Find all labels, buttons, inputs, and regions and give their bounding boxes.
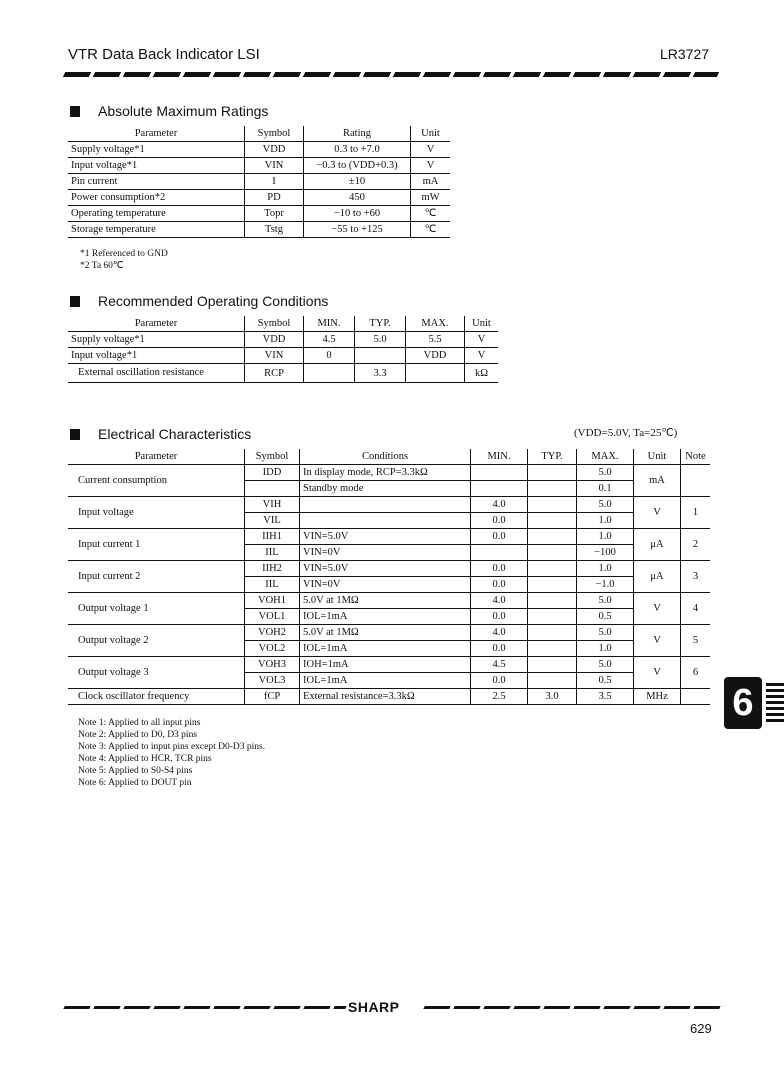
param-cell: Output voltage 3 [68,657,245,689]
typ-cell [528,641,577,657]
symbol-cell: VIL [245,513,300,529]
col-header: Symbol [245,126,304,142]
min-cell: 4.0 [471,497,528,513]
rec-op-table [68,316,498,383]
symbol-cell: fCP [245,689,300,705]
note-cell: 6 [681,657,711,689]
col-header: MAX. [406,316,465,332]
bullet-square-icon [70,106,80,117]
elec-heading [70,426,251,442]
table-row [68,222,450,238]
footer-rule-left [63,1006,346,1009]
max-cell: 0.5 [577,609,634,625]
rating-cell: −10 to +60 [304,206,411,222]
table-header-row [68,316,498,332]
max-cell: 0.5 [577,673,634,689]
footnote: *1 Referenced to GND [80,249,168,259]
condition-cell: 5.0V at 1MΩ [300,625,471,641]
max-cell: −1.0 [577,577,634,593]
col-header: MIN. [304,316,355,332]
param-cell: Output voltage 1 [68,593,245,625]
param-cell: Pin current [68,174,245,190]
condition-cell: IOL=1mA [300,609,471,625]
max-cell: 5.0 [577,657,634,673]
param-cell: Storage temperature [68,222,245,238]
unit-cell: ℃ [411,206,451,222]
param-cell: Current consumption [68,465,245,497]
min-cell: 0.0 [471,513,528,529]
unit-cell: kΩ [465,364,499,383]
col-header: Rating [304,126,411,142]
min-cell: 0.0 [471,609,528,625]
elec-title: Electrical Characteristics [98,426,252,442]
unit-cell: V [634,657,681,689]
table-row [68,529,710,545]
condition-cell: VIN=5.0V [300,561,471,577]
col-header: TYP. [355,316,406,332]
max-cell: 1.0 [577,561,634,577]
symbol-cell: IIL [245,577,300,593]
table-row [68,689,710,705]
symbol-cell: IIH1 [245,529,300,545]
table-header-row [68,449,710,465]
max-cell: 1.0 [577,641,634,657]
condition-cell [300,497,471,513]
max-cell: 0.1 [577,481,634,497]
table-row [68,142,450,158]
condition-cell: VIN=0V [300,545,471,561]
typ-cell [355,348,406,364]
unit-cell: V [465,332,499,348]
page-number: 629 [690,1021,712,1036]
bullet-square-icon [70,296,80,307]
param-cell: Input voltage*1 [68,158,245,174]
col-header: Parameter [68,449,245,465]
note-cell: 3 [681,561,711,593]
symbol-cell: IIL [245,545,300,561]
condition-cell: 5.0V at 1MΩ [300,593,471,609]
col-header: Symbol [245,449,300,465]
min-cell: 4.5 [471,657,528,673]
max-cell: 5.0 [577,497,634,513]
condition-cell: IOL=1mA [300,641,471,657]
symbol-cell: IDD [245,465,300,481]
param-cell: Clock oscillator frequency [68,689,245,705]
min-cell [471,465,528,481]
min-cell: 0.0 [471,641,528,657]
col-header: Parameter [68,126,245,142]
symbol-cell: VOL3 [245,673,300,689]
symbol-cell: PD [245,190,304,206]
footnote: Note 2: Applied to D0, D3 pins [78,730,198,740]
max-cell [406,364,465,383]
col-header: Symbol [245,316,304,332]
table-row [68,332,498,348]
min-cell: 0.0 [471,561,528,577]
max-cell: 1.0 [577,529,634,545]
symbol-cell: VIH [245,497,300,513]
typ-cell [528,561,577,577]
rating-cell: 450 [304,190,411,206]
condition-cell: VIN=5.0V [300,529,471,545]
rec-op-title: Recommended Operating Conditions [98,293,329,309]
note-cell [681,465,711,497]
typ-cell [528,465,577,481]
min-cell: 4.5 [304,332,355,348]
param-cell: Power consumption*2 [68,190,245,206]
table-row [68,657,710,673]
sharp-logo: SHARP [348,999,400,1015]
min-cell [471,545,528,561]
col-header: Unit [634,449,681,465]
elec-conditions-note: (VDD=5.0V, Ta=25℃) [574,427,678,439]
col-header: Unit [465,316,499,332]
typ-cell [528,577,577,593]
symbol-cell: VOH2 [245,625,300,641]
section-tab-number: 6 [724,677,762,729]
footnote: Note 6: Applied to DOUT pin [78,778,192,788]
param-cell: External oscillation resistance [68,364,245,383]
col-header: TYP. [528,449,577,465]
rating-cell: −55 to +125 [304,222,411,238]
document-title: VTR Data Back Indicator LSI [68,46,260,63]
col-header: MAX. [577,449,634,465]
unit-cell: μA [634,529,681,561]
min-cell: 0.0 [471,529,528,545]
max-cell: 1.0 [577,513,634,529]
unit-cell: mA [634,465,681,497]
rating-cell: −0.3 to (VDD+0.3) [304,158,411,174]
condition-cell: External resistance=3.3kΩ [300,689,471,705]
symbol-cell: VDD [245,332,304,348]
max-cell: 5.0 [577,465,634,481]
bullet-square-icon [70,429,80,440]
unit-cell: mA [411,174,451,190]
condition-cell: VIN=0V [300,577,471,593]
rec-op-heading [70,293,328,309]
abs-max-table [68,126,450,238]
symbol-cell: VOL1 [245,609,300,625]
table-row [68,497,710,513]
footnote: *2 Ta 60℃ [80,261,124,271]
table-row [68,593,710,609]
min-cell: 4.0 [471,593,528,609]
rating-cell: 0.3 to +7.0 [304,142,411,158]
min-cell [471,481,528,497]
min-cell [304,364,355,383]
param-cell: Operating temperature [68,206,245,222]
elec-notes [78,717,265,789]
typ-cell: 5.0 [355,332,406,348]
note-cell: 5 [681,625,711,657]
footnote: Note 1: Applied to all input pins [78,718,201,728]
symbol-cell: VIN [245,348,304,364]
condition-cell [300,513,471,529]
max-cell: 5.0 [577,625,634,641]
footnote: Note 5: Applied to S0-S4 pins [78,766,193,776]
rating-cell: ±10 [304,174,411,190]
symbol-cell: IIH2 [245,561,300,577]
col-header: MIN. [471,449,528,465]
condition-cell: Standby mode [300,481,471,497]
abs-max-heading [70,103,268,119]
condition-cell: IOL=1mA [300,673,471,689]
min-cell: 2.5 [471,689,528,705]
col-header: Note [681,449,711,465]
condition-cell: In display mode, RCP=3.3kΩ [300,465,471,481]
part-number: LR3727 [660,46,710,62]
typ-cell [528,481,577,497]
typ-cell [528,609,577,625]
unit-cell: ℃ [411,222,451,238]
typ-cell [528,529,577,545]
max-cell: −100 [577,545,634,561]
param-cell: Supply voltage*1 [68,332,245,348]
table-row [68,561,710,577]
param-cell: Input voltage*1 [68,348,245,364]
table-row [68,158,450,174]
elec-table [68,449,710,705]
symbol-cell: VOH1 [245,593,300,609]
max-cell: 5.0 [577,593,634,609]
symbol-cell: VDD [245,142,304,158]
symbol-cell: Topr [245,206,304,222]
typ-cell [528,673,577,689]
table-row [68,174,450,190]
header-rule [63,72,719,77]
typ-cell [528,593,577,609]
min-cell: 0 [304,348,355,364]
unit-cell: μA [634,561,681,593]
abs-max-notes [80,248,168,272]
max-cell: 5.5 [406,332,465,348]
max-cell: 3.5 [577,689,634,705]
symbol-cell: VOL2 [245,641,300,657]
condition-cell: IOH=1mA [300,657,471,673]
param-cell: Supply voltage*1 [68,142,245,158]
symbol-cell: VOH3 [245,657,300,673]
param-cell: Input current 2 [68,561,245,593]
table-row [68,465,710,481]
min-cell: 0.0 [471,577,528,593]
symbol-cell: Tstg [245,222,304,238]
note-cell: 2 [681,529,711,561]
note-cell: 4 [681,593,711,625]
typ-cell [528,625,577,641]
max-cell: VDD [406,348,465,364]
unit-cell: V [634,625,681,657]
table-row [68,190,450,206]
unit-cell: V [634,593,681,625]
symbol-cell: VIN [245,158,304,174]
section-tab [724,677,784,729]
typ-cell: 3.3 [355,364,406,383]
symbol-cell [245,481,300,497]
note-cell [681,689,711,705]
col-header: Parameter [68,316,245,332]
col-header: Conditions [300,449,471,465]
param-cell: Output voltage 2 [68,625,245,657]
table-row [68,625,710,641]
col-header: Unit [411,126,451,142]
param-cell: Input voltage [68,497,245,529]
table-row [68,364,498,383]
unit-cell: V [465,348,499,364]
unit-cell: mW [411,190,451,206]
section-tab-stripes [766,683,784,723]
footnote: Note 4: Applied to HCR, TCR pins [78,754,212,764]
typ-cell [528,545,577,561]
typ-cell [528,657,577,673]
unit-cell: V [411,158,451,174]
table-row [68,348,498,364]
typ-cell [528,497,577,513]
symbol-cell: RCP [245,364,304,383]
unit-cell: V [411,142,451,158]
note-cell: 1 [681,497,711,529]
min-cell: 0.0 [471,673,528,689]
footnote: Note 3: Applied to input pins except D0-D3 pins. [78,742,266,752]
min-cell: 4.0 [471,625,528,641]
symbol-cell: I [245,174,304,190]
param-cell: Input current 1 [68,529,245,561]
abs-max-title: Absolute Maximum Ratings [98,103,269,119]
unit-cell: V [634,497,681,529]
table-row [68,206,450,222]
typ-cell [528,513,577,529]
footer-rule-right [423,1006,720,1009]
typ-cell: 3.0 [528,689,577,705]
unit-cell: MHz [634,689,681,705]
table-header-row [68,126,450,142]
